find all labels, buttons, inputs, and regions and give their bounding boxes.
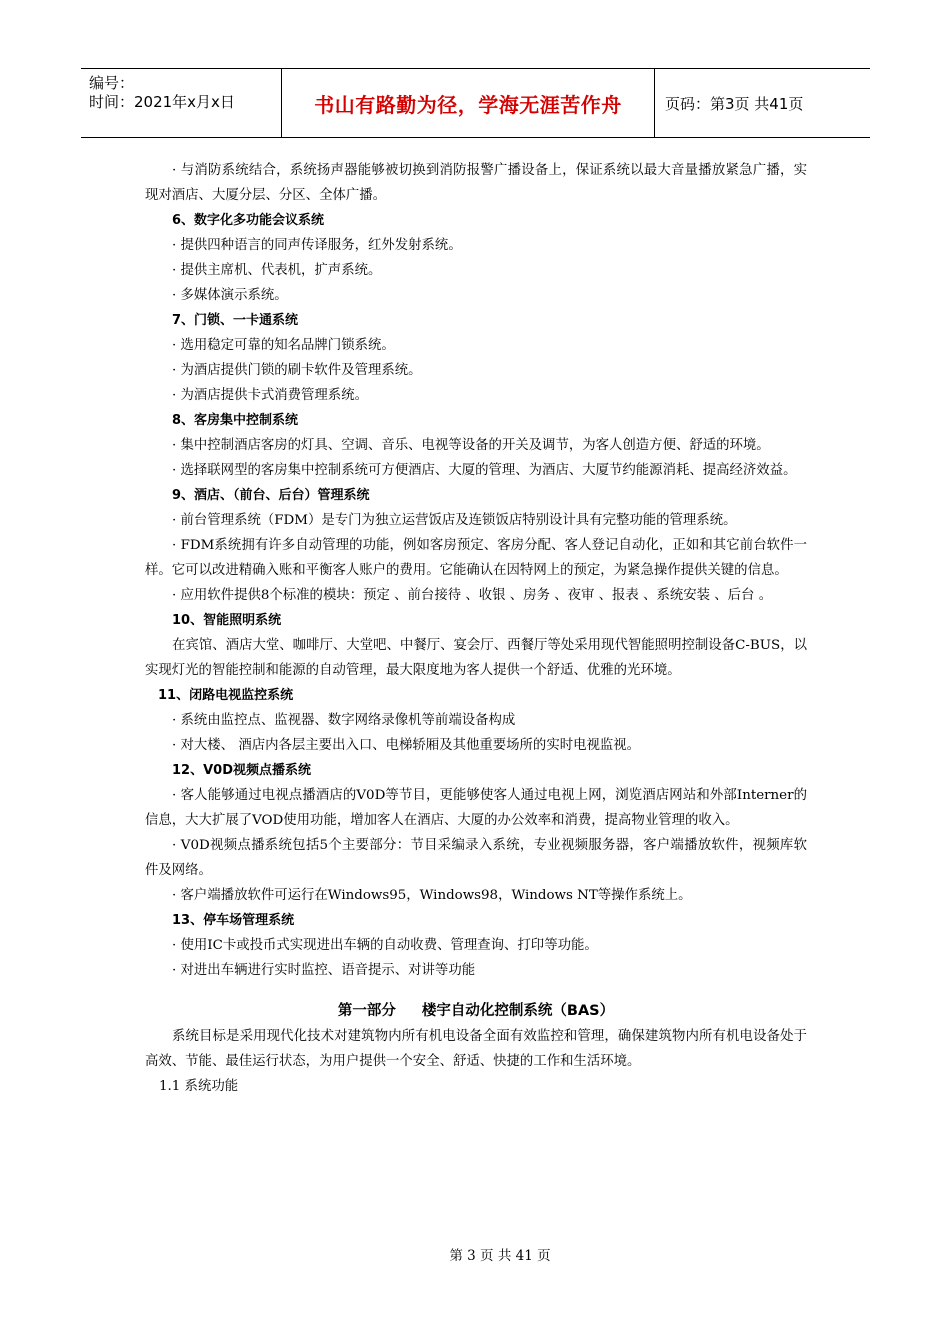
header-page-info: 页码：第3页 共41页 [665, 94, 804, 113]
body-paragraph: 在宾馆、酒店大堂、咖啡厅、大堂吧、中餐厅、宴会厅、西餐厅等处采用现代智能照明控制设备C-BUS，以实现灯光的智能控制和能源的自动管理，最大限度地为客人提供一个舒适、优雅的光环境。 [145, 638, 807, 678]
section-name: 楼宇自动化控制系统（BAS） [421, 1003, 615, 1019]
body-paragraph: · 对进出车辆进行实时监控、语音提示、对讲等功能 [172, 963, 476, 978]
document-body [145, 158, 807, 1099]
subsection-heading: 8、客房集中控制系统 [172, 413, 299, 428]
subsection-heading: 9、酒店、（前台、后台）管理系统 [172, 488, 370, 503]
subsection-heading: 12、V0D视频点播系统 [172, 763, 311, 778]
section-title [145, 999, 807, 1024]
header-motto-cell [282, 69, 655, 137]
header-motto: 书山有路勤为径，学海无涯苦作舟 [314, 92, 622, 117]
serial-label: 编号： [89, 74, 135, 92]
page-header [81, 68, 870, 138]
body-paragraph: · 客户端播放软件可运行在Windows95，Windows98，Windows NT等操作系统上。 [172, 888, 692, 903]
body-paragraph: · 提供主席机、代表机，扩声系统。 [172, 263, 382, 278]
body-paragraph: · 提供四种语言的同声传译服务，红外发射系统。 [172, 238, 462, 253]
body-paragraph: · 系统由监控点、监视器、数字网络录像机等前端设备构成 [172, 713, 516, 728]
body-paragraph: · 集中控制酒店客房的灯具、空调、音乐、电视等设备的开关及调节，为客人创造方便、舒适的环境。 [172, 438, 770, 453]
section-subheading: 1.1 系统功能 [159, 1079, 239, 1094]
subsection-heading: 7、门锁、一卡通系统 [172, 313, 299, 328]
header-meta [81, 69, 282, 137]
body-paragraph: · 前台管理系统（FDM）是专门为独立运营饭店及连锁饭店特别设计具有完整功能的管理系统。 [172, 513, 737, 528]
body-paragraph: · 选择联网型的客房集中控制系统可方便酒店、大厦的管理、为酒店、大厦节约能源消耗、提高经济效益。 [172, 463, 797, 478]
body-paragraph: · 与消防系统结合，系统扬声器能够被切换到消防报警广播设备上，保证系统以最大音量播放紧急广播，实现对酒店、大厦分层、分区、全体广播。 [145, 163, 807, 203]
subsection-heading: 11、闭路电视监控系统 [158, 688, 294, 703]
body-paragraph: · 选用稳定可靠的知名品牌门锁系统。 [172, 338, 395, 353]
body-paragraph: · 对大楼、 酒店内各层主要出入口、电梯轿厢及其他重要场所的实时电视监视。 [172, 738, 641, 753]
body-paragraph: · 使用IC卡或投币式实现进出车辆的自动收费、管理查询、打印等功能。 [172, 938, 598, 953]
subsection-heading: 10、智能照明系统 [172, 613, 282, 628]
body-paragraph: · V0D视频点播系统包括5个主要部分：节目采编录入系统，专业视频服务器，客户端播放软件，视频库软件及网络。 [145, 838, 807, 878]
body-paragraph: · 多媒体演示系统。 [172, 288, 288, 303]
section-intro: 系统目标是采用现代化技术对建筑物内所有机电设备全面有效监控和管理，确保建筑物内所有机电设备处于高效、节能、最佳运行状态，为用户提供一个安全、舒适、快捷的工作和生活环境。 [145, 1029, 807, 1069]
body-paragraph: · 客人能够通过电视点播酒店的V0D等节目，更能够使客人通过电视上网，浏览酒店网站和外部Interner的信息，大大扩展了VOD使用功能，增加客人在酒店、大厦的办公效率和消费，提高物业管理的收入。 [145, 788, 807, 828]
subsection-heading: 6、数字化多功能会议系统 [172, 213, 325, 228]
body-paragraph: · 为酒店提供门锁的刷卡软件及管理系统。 [172, 363, 422, 378]
section-part: 第一部分 [337, 1003, 396, 1019]
page-footer: 第 3 页 共 41 页 [449, 1248, 551, 1264]
date-label: 时间：2021年x月x日 [89, 93, 235, 111]
body-paragraph: · 为酒店提供卡式消费管理系统。 [172, 388, 368, 403]
body-paragraph: · 应用软件提供8个标准的模块：预定 、前台接待 、收银 、房务 、夜审 、报表 、系统安装 、后台 。 [172, 588, 773, 603]
body-paragraph: · FDM系统拥有许多自动管理的功能，例如客房预定、客房分配、客人登记自动化，正如和其它前台软件一样。它可以改进精确入账和平衡客人账户的费用。它能确认在因特网上的预定，为紧急操作提供关键的信息。 [145, 538, 807, 578]
body-paragraphs [145, 158, 807, 983]
subsection-heading: 13、停车场管理系统 [172, 913, 295, 928]
